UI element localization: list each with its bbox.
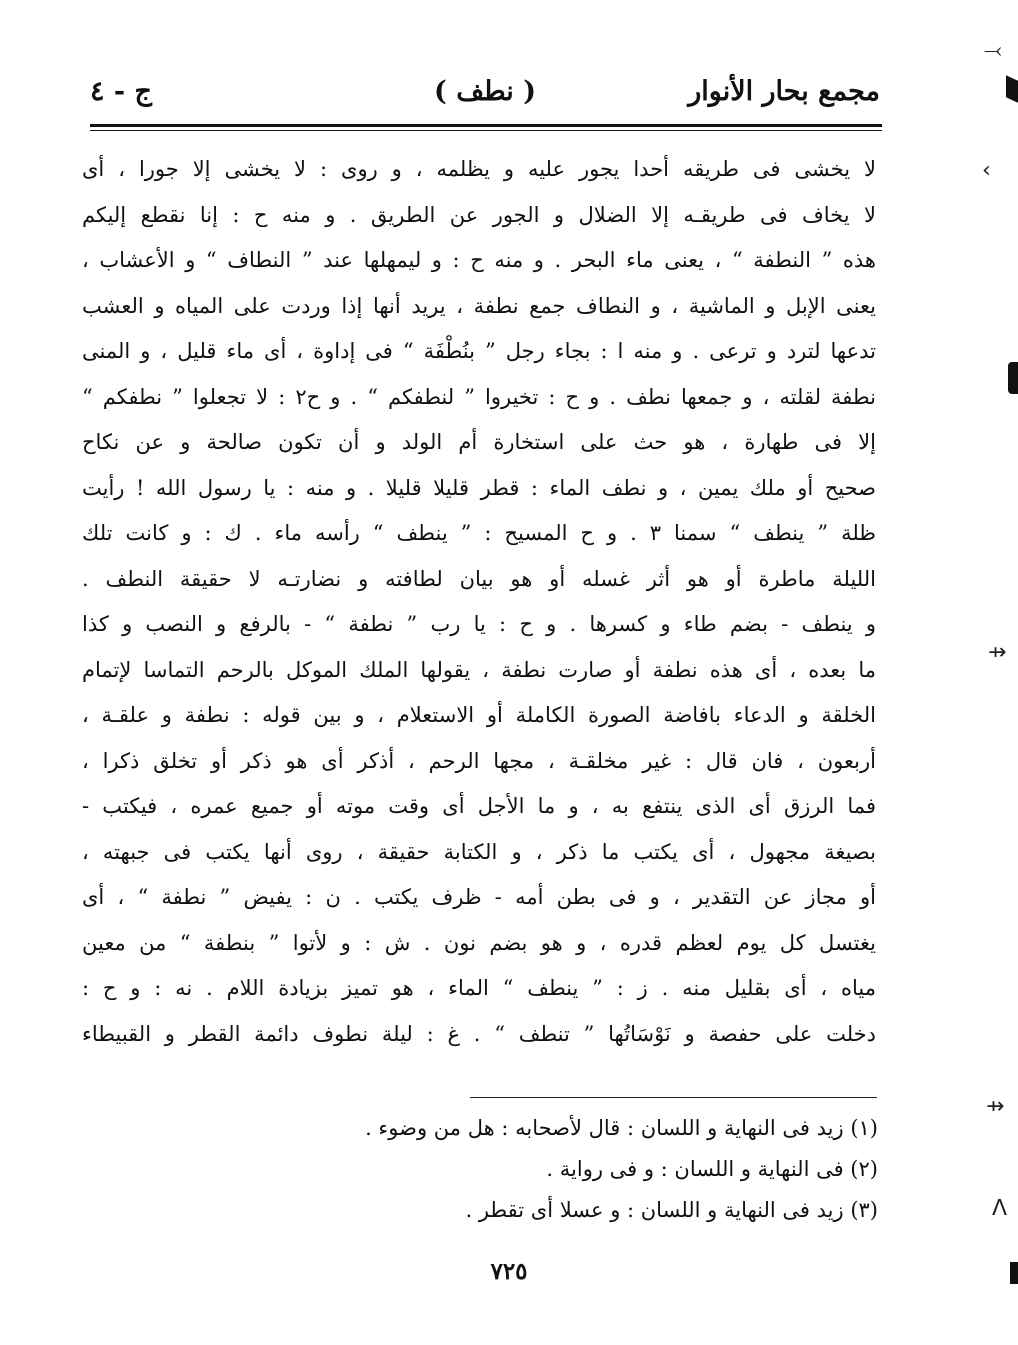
footnote: (٣) زيد فى النهاية و اللسان : و عسلا أى تقطر . xyxy=(465,1198,878,1222)
scan-mark-icon: ᐱ xyxy=(992,1196,1008,1221)
main-text xyxy=(82,147,876,1057)
text-line: نطفة لقلته ، و جمعها نطف . و ح : تخيروا ” لنطفكم “ . و ح٢ : لا تجعلوا ” نطفكم “ xyxy=(82,384,876,409)
text-line: الخلقة و الدعاء بافاضة الصورة الكاملة أو الاستعلام ، و بين قوله : نطفة و علقـة ، xyxy=(82,703,876,727)
scan-blot xyxy=(1010,1262,1018,1284)
footnote: (٢) فى النهاية و اللسان : و فى رواية . xyxy=(546,1157,878,1181)
page-number: ٧٢٥ xyxy=(490,1258,528,1285)
entry-heading: ( نطف ) xyxy=(434,76,536,107)
text-line: أربعون ، فان قال : غير مخلقـة ، مجها الرحم ، أذكر أى هو ذكر أو تخلق ذكرا ، xyxy=(82,748,876,773)
book-title: مجمع بحار الأنوار xyxy=(688,76,880,107)
scan-blot xyxy=(1006,75,1018,103)
text-line: مياه ، أى بقليل منه . ز : ” ينطف “ الماء ، هو تميز بزيادة اللام . نه : و ح : xyxy=(82,976,876,1000)
text-line: يغتسل كل يوم لعظم قدره ، و هو بضم نون . ش : و لأتوا ” بنطفة “ من معين xyxy=(82,930,876,955)
text-line: فما الرزق أى الذى ينتفع به ، و ما الأجل أى وقت موته أو جميع عمره ، فيكتب - xyxy=(82,794,876,818)
text-line: يعنى الإبل و الماشية ، و النطاف جمع نطفة ، يريد أنها إذا وردت على المياه و العشب xyxy=(82,293,876,318)
text-line: لا يخشى فى طريقه أحدا يجور عليه و يظلمه ، و روى : لا يخشى إلا جورا ، أى xyxy=(82,157,876,181)
text-line: تدعها لترد و ترعى . و منه ا : بجاء رجل ” بنُطْفَة “ فى إداوة ، أى ماء قليل ، و المنى xyxy=(82,339,876,363)
scan-blot xyxy=(1008,362,1018,394)
text-line: صحيح أو ملك يمين ، و نطف الماء : قطر قليلا قليلا . و منه : يا رسول الله ! رأيت xyxy=(82,475,876,500)
volume-number: ج - ٤ xyxy=(90,76,152,107)
scan-mark-icon: ‹ xyxy=(982,158,991,183)
running-header xyxy=(90,72,880,122)
header-rule-thick xyxy=(90,124,882,127)
footnote: (١) زيد فى النهاية و اللسان : قال لأصحابه : هل من وضوء . xyxy=(365,1116,878,1140)
scan-mark-icon: ⇸ xyxy=(986,1094,1005,1119)
text-line: دخلت على حفصة و نَوْسَاتُها ” تنطف “ . غ : ليلة نطوف دائمة القطر و القبيطاء xyxy=(82,1021,876,1046)
text-line: إلا فى طهارة ، هو حث على استخارة أم الولد و أن تكون صالحة و عن نكاح xyxy=(82,430,876,454)
footnote-rule xyxy=(470,1097,877,1098)
scan-mark-icon: ⇸ xyxy=(988,640,1007,665)
text-line: و ينطف - بضم طاء و كسرها . و ح : يا رب ” نطفة “ - بالرفع و النصب و كذا xyxy=(82,612,876,636)
text-line: بصيغة مجهول ، أى يكتب ما ذكر ، و الكتابة حقيقة ، روى أنها يكتب فى جبهته ، xyxy=(82,839,876,864)
text-line: الليلة ماطرة أو هو أثر غسله أو هو بيان لطافته و نضارتـه لا حقيقة النطف . xyxy=(82,566,876,591)
text-line: ما بعده ، أى هذه نطفة أو صارت نطفة ، يقولها الملك الموكل بالرحم التماسا لإتمام xyxy=(82,657,876,682)
scan-mark-icon: ⤙ xyxy=(984,38,1002,63)
text-line: أو مجاز عن التقدير ، و فى بطن أمه - ظرف يكتب . ن : يفيض ” نطفة “ ، أى xyxy=(82,885,876,909)
header-rule-thin xyxy=(90,130,882,131)
text-line: لا يخاف فى طريقـه إلا الضلال و الجور عن الطريق . و منه ح : إنا نقطع إليكم xyxy=(82,202,876,227)
text-line: هذه ” النطفة “ ، يعنى ماء البحر . و منه ح : و ليمهلها عند ” النطاف “ و الأعشاب ، xyxy=(82,248,876,272)
footnotes xyxy=(300,1108,878,1231)
text-line: ظلة ” ينطف “ سمنا ٣ . و ح المسيح : ” ينطف “ رأسه ماء . ك : و كانت تلك xyxy=(82,521,876,545)
